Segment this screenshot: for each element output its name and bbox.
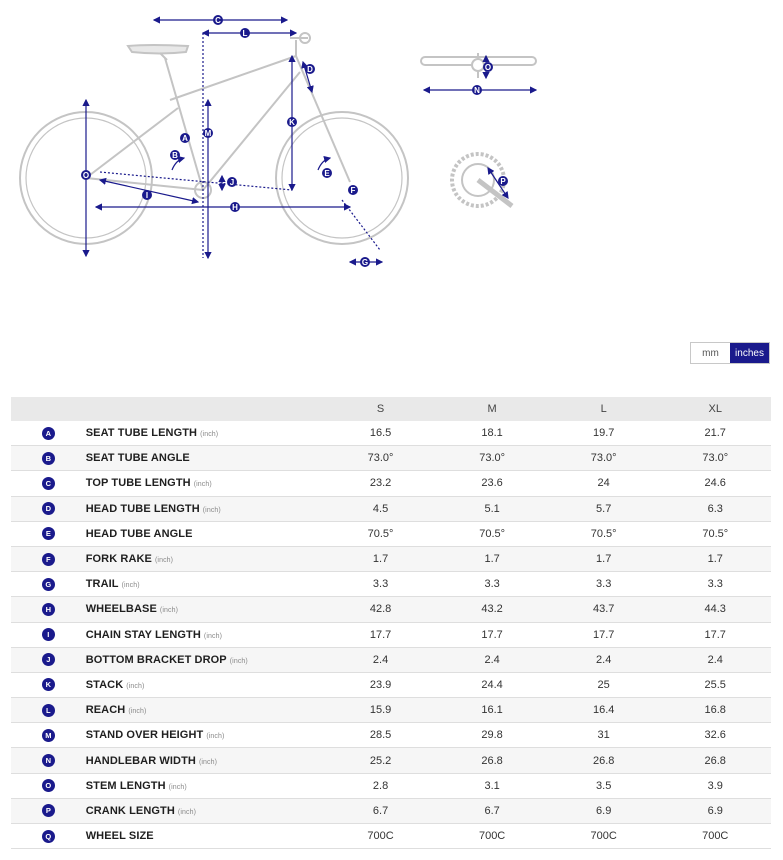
svg-text:A: A (182, 134, 188, 143)
badge-cell (11, 704, 86, 717)
value-cell: 1.7 (484, 553, 500, 566)
size-header-l: L (600, 403, 607, 415)
value-cell: 26.8 (592, 754, 615, 767)
unit-mm-button[interactable]: mm (691, 343, 730, 363)
value-cell: 700C (367, 830, 394, 843)
geometry-table (11, 397, 771, 849)
dimension-label-cell (86, 729, 325, 741)
dimension-letter-badge: K (42, 678, 55, 691)
value-cell: 28.5 (369, 729, 392, 742)
table-row (11, 799, 771, 824)
table-row (11, 572, 771, 597)
marker-h (230, 202, 240, 212)
value-cell: 16.4 (592, 704, 615, 717)
value-cell: 23.6 (481, 477, 503, 490)
svg-text:J: J (229, 178, 235, 187)
value-cell: 17.7 (592, 628, 615, 641)
badge-cell (11, 578, 86, 591)
marker-b (170, 150, 180, 160)
badge-cell (11, 804, 86, 817)
dimension-letter-badge: I (42, 628, 55, 641)
bike-geometry-svg (0, 0, 783, 300)
value-cell: 23.9 (369, 678, 392, 691)
value-cell: 23.2 (369, 477, 392, 490)
dimension-label-cell (86, 830, 325, 842)
unit-inches-button[interactable]: inches (730, 343, 769, 363)
value-cell: 17.7 (369, 628, 392, 641)
value-cell: 25 (597, 678, 610, 691)
dimension-letter-badge: G (42, 578, 55, 591)
dimension-letter-badge: B (42, 452, 55, 465)
marker-k (287, 117, 297, 127)
table-row (11, 673, 771, 698)
value-cell: 73.0° (479, 452, 506, 465)
unit-hint: (inch) (126, 682, 145, 690)
size-header-m: M (487, 403, 497, 415)
value-cell: 24 (597, 477, 610, 490)
marker-o-stem (483, 62, 493, 72)
badge-cell (11, 678, 86, 691)
value-cell: 1.7 (372, 553, 389, 566)
dimension-letter-badge: P (42, 804, 55, 817)
dimension-letter-badge: O (42, 779, 55, 792)
unit-hint: (inch) (168, 783, 187, 791)
dimension-label: TOP TUBE LENGTH (85, 477, 191, 490)
dimension-label-cell (86, 780, 325, 792)
bike-geometry-diagram (0, 0, 783, 300)
value-cell: 70.5° (590, 527, 617, 540)
marker-a (180, 133, 190, 143)
dimension-label: SEAT TUBE ANGLE (85, 452, 190, 465)
table-row (11, 774, 771, 799)
value-cell: 26.8 (481, 754, 503, 767)
dimension-letter-badge: N (42, 754, 55, 767)
table-row (11, 547, 771, 572)
dimension-label: TRAIL (85, 578, 119, 591)
dimension-label-cell (86, 503, 325, 515)
dimension-label-cell (86, 755, 325, 767)
value-cell: 6.9 (707, 804, 723, 817)
value-cell: 15.9 (369, 704, 392, 717)
table-row (11, 421, 771, 446)
value-cell: 16.8 (704, 704, 726, 717)
value-cell: 700C (590, 830, 617, 843)
value-cell: 5.7 (596, 502, 612, 515)
dimension-label: HANDLEBAR WIDTH (85, 754, 196, 767)
marker-p (498, 176, 508, 186)
value-cell: 25.2 (369, 754, 392, 767)
dimension-label-cell (86, 629, 325, 641)
value-cell: 29.8 (481, 729, 503, 742)
value-cell: 6.3 (707, 502, 723, 515)
unit-toggle (690, 342, 770, 364)
unit-hint: (inch) (128, 708, 147, 716)
dimension-label: HEAD TUBE ANGLE (85, 527, 193, 540)
svg-text:K: K (289, 118, 295, 127)
unit-hint: (inch) (177, 808, 197, 816)
value-cell: 73.0° (590, 452, 617, 465)
table-row (11, 471, 771, 496)
size-header-s: S (376, 403, 385, 415)
badge-cell (11, 553, 86, 566)
svg-text:O: O (82, 171, 90, 180)
dimension-label-cell (86, 805, 325, 817)
svg-text:N: N (474, 86, 480, 95)
unit-hint: (inch) (193, 481, 212, 489)
table-row (11, 824, 771, 849)
svg-text:B: B (172, 151, 178, 160)
dimension-letter-badge: C (42, 477, 55, 490)
value-cell: 2.4 (484, 653, 500, 666)
dimension-label: STAND OVER HEIGHT (85, 729, 204, 742)
badge-cell (11, 754, 86, 767)
svg-text:D: D (307, 65, 313, 74)
value-cell: 18.1 (481, 427, 503, 440)
marker-j (227, 177, 237, 187)
svg-text:M: M (204, 129, 212, 138)
value-cell: 42.8 (369, 603, 392, 616)
value-cell: 4.5 (372, 502, 389, 515)
table-row (11, 748, 771, 773)
value-cell: 2.4 (707, 653, 723, 666)
dimension-letter-badge: H (42, 603, 55, 616)
badge-cell (11, 628, 86, 641)
table-row (11, 597, 771, 622)
svg-text:E: E (324, 169, 330, 178)
unit-hint: (inch) (155, 557, 174, 565)
value-cell: 24.6 (704, 477, 726, 490)
marker-i (142, 190, 152, 200)
unit-hint: (inch) (203, 632, 222, 640)
unit-hint: (inch) (202, 506, 221, 514)
table-row (11, 522, 771, 547)
svg-text:I: I (145, 191, 149, 200)
value-cell: 70.5° (367, 527, 394, 540)
unit-hint: (inch) (121, 582, 140, 590)
front-wheel (276, 112, 408, 244)
value-cell: 32.6 (704, 729, 726, 742)
dimension-label: SEAT TUBE LENGTH (85, 427, 198, 440)
table-row (11, 446, 771, 471)
value-cell: 17.7 (481, 628, 503, 641)
svg-text:C: C (215, 16, 221, 25)
dimension-label-cell (86, 528, 325, 540)
dimension-label: CRANK LENGTH (85, 804, 175, 817)
dimension-label-cell (86, 679, 325, 691)
table-row (11, 648, 771, 673)
dimension-letter-badge: E (42, 527, 55, 540)
badge-cell (11, 779, 86, 792)
svg-text:G: G (361, 258, 369, 267)
value-cell: 26.8 (704, 754, 726, 767)
value-cell: 700C (478, 830, 506, 843)
value-cell: 1.7 (707, 553, 723, 566)
dimension-label: WHEELBASE (85, 603, 157, 616)
value-cell: 3.9 (707, 779, 723, 792)
dimension-label-cell (86, 578, 325, 590)
unit-hint: (inch) (200, 431, 219, 439)
bike-frame (20, 33, 408, 244)
value-cell: 25.5 (704, 678, 726, 691)
svg-text:L: L (242, 29, 248, 38)
marker-g (360, 257, 370, 267)
value-cell: 3.3 (484, 578, 500, 591)
size-header-xl: XL (708, 403, 722, 415)
dimension-label-cell (86, 704, 325, 716)
badge-cell (11, 427, 86, 440)
dimension-label-cell (86, 477, 325, 489)
svg-text:H: H (232, 203, 238, 212)
dimension-letter-badge: L (42, 704, 55, 717)
dimension-label-cell (86, 603, 325, 615)
table-row (11, 698, 771, 723)
value-cell: 3.3 (596, 578, 612, 591)
unit-hint: (inch) (159, 607, 178, 615)
value-cell: 21.7 (704, 427, 726, 440)
value-cell: 31 (597, 729, 610, 742)
marker-n (472, 85, 482, 95)
dimension-letter-badge: F (42, 553, 55, 566)
value-cell: 70.5° (479, 527, 506, 540)
dimension-label: CHAIN STAY LENGTH (85, 628, 201, 641)
value-cell: 19.7 (592, 427, 615, 440)
badge-cell (11, 653, 86, 666)
value-cell: 5.1 (484, 502, 500, 515)
value-cell: 3.5 (596, 779, 612, 792)
dimension-label-cell (86, 452, 325, 464)
dimension-label: REACH (85, 704, 126, 717)
value-cell: 1.7 (596, 553, 612, 566)
value-cell: 73.0° (367, 452, 394, 465)
value-cell: 6.7 (372, 804, 389, 817)
svg-text:O: O (484, 63, 492, 72)
badge-cell (11, 603, 86, 616)
dimension-letter-badge: J (42, 653, 55, 666)
dimension-letter-badge: A (42, 427, 55, 440)
dimension-label-cell (86, 427, 325, 439)
unit-hint: (inch) (198, 758, 218, 766)
value-cell: 3.3 (707, 578, 723, 591)
marker-d (305, 64, 315, 74)
svg-text:F: F (350, 186, 356, 195)
unit-hint: (inch) (206, 733, 225, 741)
dimension-letter-badge: D (42, 502, 55, 515)
dimension-label: HEAD TUBE LENGTH (85, 502, 200, 515)
marker-e (322, 168, 332, 178)
badge-cell (11, 452, 86, 465)
value-cell: 43.2 (481, 603, 503, 616)
table-row (11, 623, 771, 648)
value-cell: 6.9 (596, 804, 612, 817)
dimension-label: FORK RAKE (85, 553, 152, 566)
value-cell: 6.7 (484, 804, 500, 817)
value-cell: 17.7 (704, 628, 726, 641)
badge-cell (11, 527, 86, 540)
dimension-label-cell (86, 654, 325, 666)
value-cell: 2.4 (596, 653, 612, 666)
value-cell: 73.0° (702, 452, 729, 465)
badge-cell (11, 477, 86, 490)
badge-cell (11, 830, 86, 843)
value-cell: 24.4 (481, 678, 503, 691)
dimension-label: BOTTOM BRACKET DROP (85, 653, 227, 666)
value-cell: 2.8 (372, 779, 389, 792)
value-cell: 16.1 (481, 704, 503, 717)
value-cell: 3.1 (484, 779, 500, 792)
dimension-letter-badge: Q (42, 830, 55, 843)
value-cell: 44.3 (704, 603, 726, 616)
handlebar-view (421, 53, 536, 78)
marker-l (240, 28, 250, 38)
table-body (11, 421, 771, 849)
marker-f (348, 185, 358, 195)
marker-o-wheel (81, 170, 91, 180)
marker-m (203, 128, 213, 138)
badge-cell (11, 729, 86, 742)
table-row (11, 723, 771, 748)
unit-hint: (inch) (229, 657, 248, 665)
badge-cell (11, 502, 86, 515)
dimension-label: STEM LENGTH (85, 779, 166, 792)
value-cell: 2.4 (372, 653, 389, 666)
dimension-label: STACK (85, 678, 124, 691)
svg-text:P: P (500, 177, 506, 186)
dimension-label-cell (86, 553, 325, 565)
dimension-letter-badge: M (42, 729, 55, 742)
value-cell: 700C (702, 830, 729, 843)
value-cell: 16.5 (369, 427, 392, 440)
value-cell: 3.3 (372, 578, 389, 591)
dimension-label: WHEEL SIZE (85, 830, 154, 843)
table-header (11, 397, 771, 421)
value-cell: 70.5° (702, 527, 729, 540)
value-cell: 43.7 (592, 603, 615, 616)
table-row (11, 497, 771, 522)
marker-c (213, 15, 223, 25)
